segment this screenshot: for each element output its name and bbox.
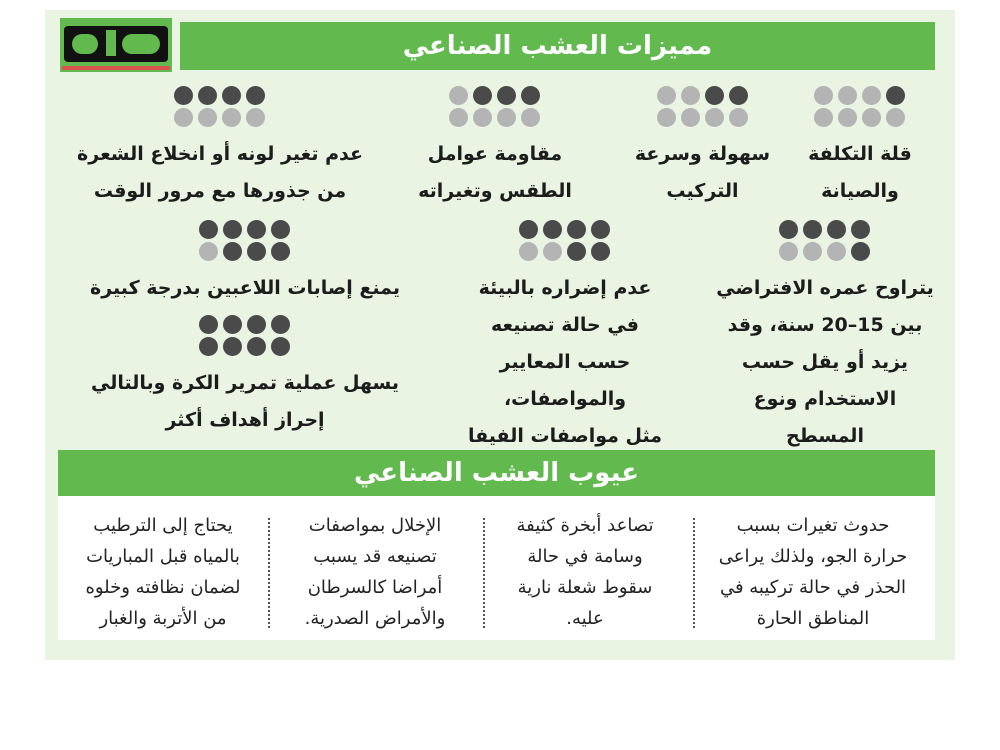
dot-empty <box>681 86 700 105</box>
dot-filled <box>223 315 242 334</box>
dot-filled <box>851 220 870 239</box>
dot-filled <box>271 242 290 261</box>
rating-dots <box>519 220 611 260</box>
dot-filled <box>199 315 218 334</box>
dot-filled <box>247 242 266 261</box>
feature-injury-prevention <box>80 220 410 307</box>
dot-empty <box>862 108 881 127</box>
dot-empty <box>246 108 265 127</box>
dot-empty <box>657 86 676 105</box>
dot-empty <box>199 242 218 261</box>
dot-filled <box>543 220 562 239</box>
feature-low-cost <box>790 86 930 210</box>
dot-empty <box>803 242 822 261</box>
dot-empty <box>657 108 676 127</box>
dot-empty <box>814 86 833 105</box>
dot-filled <box>705 86 724 105</box>
dot-filled <box>247 220 266 239</box>
dot-filled <box>519 220 538 239</box>
dot-empty <box>729 108 748 127</box>
dot-empty <box>838 108 857 127</box>
dot-empty <box>543 242 562 261</box>
dot-filled <box>174 86 193 105</box>
dot-filled <box>803 220 822 239</box>
dot-filled <box>199 337 218 356</box>
dot-filled <box>247 315 266 334</box>
dot-filled <box>886 86 905 105</box>
dot-empty <box>705 108 724 127</box>
rating-dots <box>199 315 291 355</box>
dot-filled <box>473 86 492 105</box>
rating-dots <box>814 86 906 126</box>
dot-empty <box>198 108 217 127</box>
dot-empty <box>497 108 516 127</box>
dot-filled <box>271 337 290 356</box>
feature-text: سهولة وسرعة التركيب <box>634 143 771 202</box>
dot-empty <box>174 108 193 127</box>
dot-filled <box>199 220 218 239</box>
dot-filled <box>521 86 540 105</box>
dot-empty <box>814 108 833 127</box>
dot-filled <box>223 337 242 356</box>
feature-eco-friendly <box>455 220 675 455</box>
feature-text: يتراوح عمره الافتراضي بين 15–20 سنة، وقد يزيد أو يقل حسب الاستخدام ونوع المسطح <box>716 277 934 447</box>
dot-empty <box>521 108 540 127</box>
dot-filled <box>271 315 290 334</box>
rating-dots <box>174 86 266 126</box>
feature-text: قلة التكلفة والصيانة <box>808 143 912 202</box>
dot-filled <box>198 86 217 105</box>
dot-empty <box>779 242 798 261</box>
dot-filled <box>246 86 265 105</box>
feature-text: يسهل عملية تمرير الكرة وبالتالي إحراز أهداف أكثر <box>90 372 400 431</box>
dot-empty <box>222 108 241 127</box>
dot-empty <box>838 86 857 105</box>
rating-dots <box>657 86 749 126</box>
feature-lifespan <box>712 220 938 455</box>
feature-text: عدم إضراره بالبيئة في حالة تصنيعه حسب المعايير والمواصفات، مثل مواصفات الفيفا <box>467 277 663 447</box>
rating-dots <box>449 86 541 126</box>
con-toxic-fumes: تصاعد أبخرة كثيفة وسامة في حالة سقوط شعلة نارية عليه. <box>516 515 654 629</box>
makkah-logo <box>60 18 172 72</box>
dot-filled <box>223 220 242 239</box>
dot-empty <box>519 242 538 261</box>
feature-text: مقاومة عوامل الطقس وتغيراته <box>418 143 572 202</box>
divider <box>268 518 270 628</box>
dot-filled <box>851 242 870 261</box>
dot-filled <box>222 86 241 105</box>
dot-empty <box>473 108 492 127</box>
feature-weather-resistance <box>400 86 590 210</box>
dot-filled <box>497 86 516 105</box>
feature-text: يمنع إصابات اللاعبين بدرجة كبيرة <box>90 277 400 299</box>
dot-empty <box>862 86 881 105</box>
dot-filled <box>567 220 586 239</box>
dot-filled <box>567 242 586 261</box>
con-health-risks: الإخلال بمواصفات تصنيعه قد يسبب أمراضا كالسرطان والأمراض الصدرية. <box>304 515 446 629</box>
dot-filled <box>779 220 798 239</box>
dot-filled <box>271 220 290 239</box>
con-watering-needed: يحتاج إلى الترطيب بالمياه قبل المباريات لضمان نظافته وخلوه من الأتربة والغبار <box>85 515 241 629</box>
rating-dots <box>779 220 871 260</box>
dot-empty <box>886 108 905 127</box>
dot-filled <box>223 242 242 261</box>
dot-empty <box>827 242 846 261</box>
feature-text: عدم تغير لونه أو انخلاع الشعرة من جذورها مع مرور الوقت <box>77 143 363 202</box>
dot-empty <box>449 86 468 105</box>
dot-empty <box>449 108 468 127</box>
dot-empty <box>681 108 700 127</box>
cons-title: عيوب العشب الصناعي <box>58 450 935 496</box>
dot-filled <box>827 220 846 239</box>
feature-ball-passing <box>80 315 410 439</box>
dot-filled <box>247 337 266 356</box>
divider <box>693 518 695 628</box>
con-heat-changes: حدوث تغيرات بسبب حرارة الجو، ولذلك يراعى الحذر في حالة تركيبه في المناطق الحارة <box>718 515 908 629</box>
dot-filled <box>729 86 748 105</box>
feature-easy-install <box>615 86 790 210</box>
rating-dots <box>199 220 291 260</box>
cons-box <box>58 496 935 640</box>
dot-filled <box>591 220 610 239</box>
feature-color-durability <box>60 86 380 210</box>
pros-title: مميزات العشب الصناعي <box>180 22 935 70</box>
divider <box>483 518 485 628</box>
dot-filled <box>591 242 610 261</box>
